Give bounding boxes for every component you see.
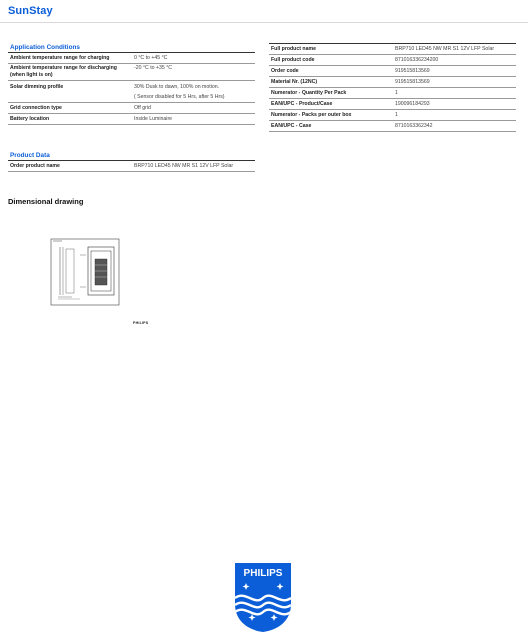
title-divider	[0, 22, 528, 23]
table-row	[269, 121, 516, 132]
row-value: Inside Luminaire	[134, 115, 173, 122]
application-conditions-heading: Application Conditions	[8, 43, 255, 53]
row-value: 919515813569	[395, 67, 430, 74]
table-row	[269, 77, 516, 88]
product-data-heading: Product Data	[8, 151, 255, 161]
dimensional-drawing-heading: Dimensional drawing	[8, 197, 84, 206]
row-value: 30% Dusk to dawn, 100% on motion.	[134, 84, 220, 90]
row-value: 190096184293	[395, 100, 430, 107]
row-value: 0 °C to +45 °C	[134, 54, 168, 61]
row-label: EAN/UPC - Product/Case	[271, 100, 333, 107]
table-row	[269, 88, 516, 99]
product-info-table	[269, 43, 516, 132]
row-label: Full product name	[271, 45, 316, 52]
row-label: Ambient temperature range for charging	[10, 54, 110, 61]
row-label: Full product code	[271, 56, 315, 63]
row-value: -20 °C to +35 °C	[134, 65, 173, 71]
table-row	[8, 103, 255, 114]
table-row	[8, 114, 255, 125]
row-label: EAN/UPC - Case	[271, 122, 312, 129]
table-row	[8, 81, 255, 103]
row-value: 919515813569	[395, 78, 430, 85]
row-value: BRP710 LED45 NW MR S1 12V LFP Solar	[134, 162, 234, 169]
row-label: Numerator - Quantity Per Pack	[271, 89, 347, 96]
table-row	[269, 110, 516, 121]
table-row	[269, 55, 516, 66]
application-conditions-table	[8, 43, 255, 125]
table-row	[269, 99, 516, 110]
table-row	[269, 44, 516, 55]
row-value: 871016336234200	[395, 56, 439, 63]
page-title: SunStay	[8, 5, 53, 17]
row-label: Material Nr. (12NC)	[271, 78, 318, 85]
table-row	[269, 66, 516, 77]
drawing-philips-logo: PHILIPS	[133, 321, 149, 325]
table-row	[8, 64, 255, 81]
row-value: 8710163362342	[395, 122, 433, 129]
row-value: 1	[395, 111, 398, 118]
row-label: Grid connection type	[10, 104, 62, 111]
row-value: BRP710 LED45 NW MR S1 12V LFP Solar	[395, 45, 495, 52]
product-data-table	[8, 151, 255, 172]
row-value: 1	[395, 89, 398, 96]
philips-shield-logo	[232, 560, 294, 634]
row-label: Order product name	[10, 162, 60, 169]
philips-logo-text: PHILIPS	[243, 568, 283, 579]
row-value: Off grid	[134, 104, 151, 111]
dimensional-drawing-image	[50, 237, 120, 307]
table-row	[8, 53, 255, 64]
row-label: Ambient temperature range for discharging (when light is on)	[10, 65, 117, 78]
row-value-note: ( Sensor disabled for 5 Hrs, after 5 Hrs)	[134, 94, 225, 100]
table-row	[8, 161, 255, 172]
row-label: Order code	[271, 67, 299, 74]
row-label: Numerator - Packs per outer box	[271, 111, 352, 118]
row-label: Battery location	[10, 115, 50, 122]
row-label: Solar dimming profile	[10, 84, 64, 90]
